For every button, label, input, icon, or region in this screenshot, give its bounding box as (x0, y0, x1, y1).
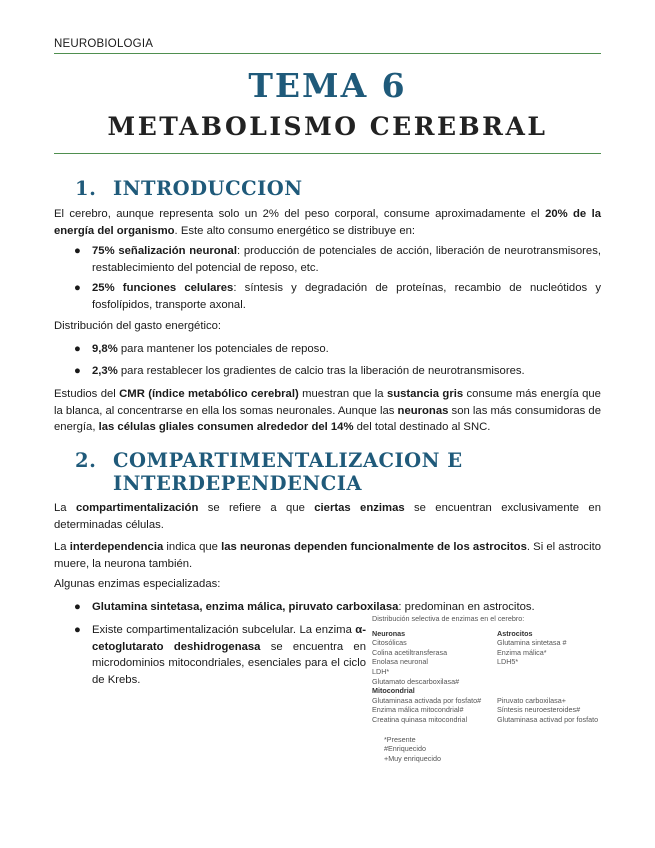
interdependencia-paragraph: La interdependencia indica que las neuronas dependen funcionalmente de los astrocitos. Si el astrocito muere, la neurona también. (54, 541, 601, 570)
figure-item: Glutaminasa activada por fosfato# (372, 695, 482, 705)
enzymes-label: Algunas enzimas especializadas: (54, 578, 221, 590)
figure-item: LDH5* (497, 657, 519, 667)
title-rule (54, 153, 601, 154)
figure-item: Glutaminasa activad por fosfato (497, 714, 599, 724)
figure-item: Enzima málica mitocondrial# (372, 705, 464, 715)
header-rule (54, 53, 601, 54)
neuronas-column: Neuronas Citosólicas Colina acetiltransferasa Enolasa neuronal LDH* Glutamato descarboxilasa# Mitocondrial Glutaminasa activada por fosfato# Enzima málica mitocondrial# Creatina quinasa mitocondrial (372, 629, 497, 725)
bullet-icon: ● (74, 365, 81, 377)
figure-item: Colina acetiltransferasa (372, 647, 448, 657)
intro-paragraph: El cerebro, aunque representa solo un 2% del peso corporal, consume aproximadamente el 20% de la energía del organismo. Este alto consumo energético se distribuye en: (54, 208, 601, 237)
astrocitos-column: Astrocitos Glutamina sintetasa # Enzima málica* LDH5* Piruvato carboxilasa+ Síntesis neuroesteroides# Glutaminasa activad por fosfato (497, 629, 612, 725)
bullet-icon: ● (74, 282, 81, 294)
bullet-icon: ● (74, 245, 81, 257)
figure-item: Síntesis neuroesteroides# (497, 705, 581, 715)
figure-caption: Distribución selectiva de enzimas en el cerebro: (372, 614, 525, 623)
distribution-label: Distribución del gasto energético: (54, 320, 222, 332)
figure-item: LDH* (372, 666, 390, 676)
bullet-icon: ● (74, 343, 81, 355)
compartimentalizacion-paragraph: La compartimentalización se refiere a que ciertas enzimas se encuentran exclusivamente en determinadas células. (54, 502, 601, 531)
bullet-icon: ● (74, 601, 81, 613)
section-heading-compartimentalizacion: 2. COMPARTIMENTALIZACION E INTERDEPENDENCIA (75, 449, 463, 495)
document-title: TEMA 6 (248, 66, 407, 105)
figure-item: Creatina quinasa mitocondrial (372, 714, 468, 724)
list-item: ● Glutamina sintetasa, enzima málica, piruvato carboxilasa: predominan en astrocitos. (74, 599, 601, 616)
figure-item: Glutamina sintetasa # (497, 638, 567, 648)
figure-legend: *Presente #Enriquecido +Muy enriquecido (384, 734, 441, 763)
list-item: ● Existe compartimentalización subcelular. La enzima α-cetoglutarato deshidrogenasa se encuentra en microdominios mitocondriales, esenciales para el ciclo de Krebs. (74, 624, 366, 686)
list-item: ● 2,3% para restablecer los gradientes de calcio tras la liberación de neurotransmisores. (74, 363, 601, 380)
enzyme-distribution-figure (372, 614, 612, 763)
figure-item: Glutamato descarboxilasa# (372, 676, 460, 686)
figure-item: Piruvato carboxilasa+ (497, 695, 566, 705)
document-subtitle: METABOLISMO CEREBRAL (107, 112, 548, 141)
running-header: NEUROBIOLOGIA (54, 38, 154, 50)
section-heading-introduccion: 1. INTRODUCCION (75, 177, 303, 200)
figure-item: Enolasa neuronal (372, 657, 428, 667)
figure-item: Citosólicas (372, 638, 407, 648)
list-item: ● 75% señalización neuronal: producción de potenciales de acción, liberación de neurotransmisores, restablecimiento del potencial de reposo, etc. (74, 245, 601, 274)
list-item: ● 25% funciones celulares: síntesis y degradación de proteínas, recambio de nucleótidos y fosfolípidos, transporte axonal. (74, 282, 601, 311)
bullet-icon: ● (74, 624, 81, 636)
list-item: ● 9,8% para mantener los potenciales de reposo. (74, 341, 601, 358)
figure-item: Enzima málica* (497, 647, 547, 657)
cmr-paragraph: Estudios del CMR (índice metabólico cerebral) muestran que la sustancia gris consume más energía que la blanca, al concentrarse en ella los somas neuronales. Aunque las neuronas son las más consumidoras de energía, las células gliales consumen alrededor del 14% del total destinado al SNC. (54, 388, 601, 433)
